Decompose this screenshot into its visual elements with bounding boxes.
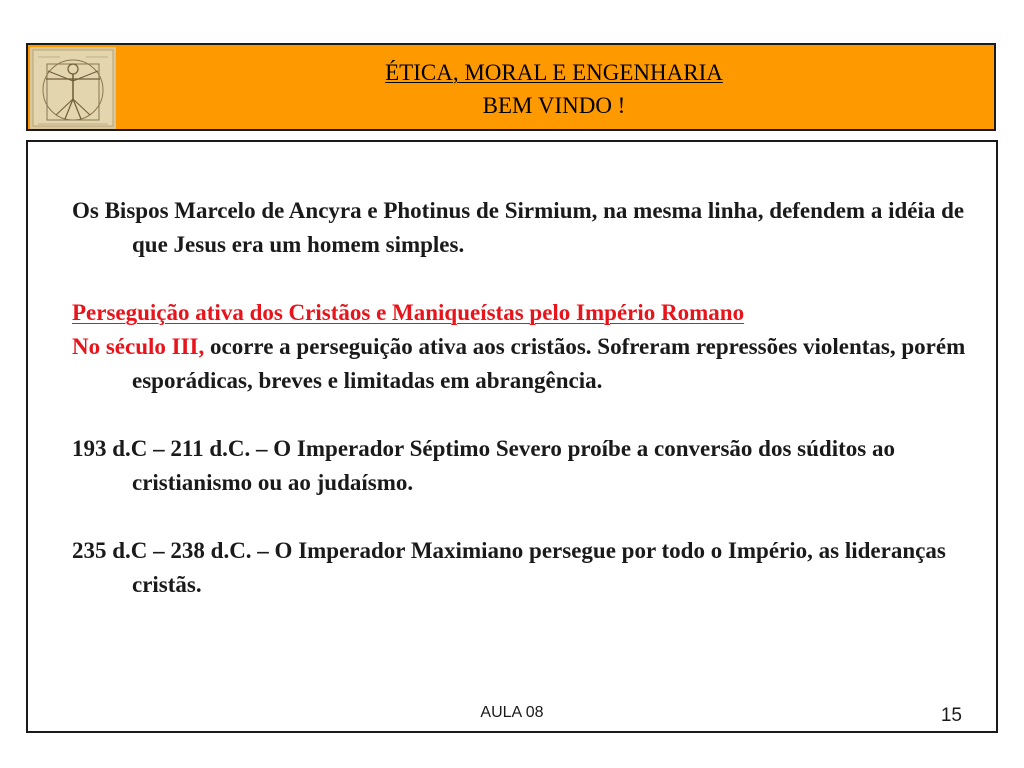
section-heading-text: Perseguição ativa dos Cristãos e Maniqueístas pelo Império Romano [72,300,745,325]
footer-label: AULA 08 [480,704,544,721]
section-heading [72,296,972,330]
body-text [72,194,972,602]
paragraph-bishops: Os Bispos Marcelo de Ancyra e Photinus de Sirmium, na mesma linha, defendem a idéia de que Jesus era um homem simples. [72,198,965,257]
header-subtitle: BEM VINDO ! [482,93,626,118]
header-title: ÉTICA, MORAL E ENGENHARIA [385,60,723,85]
third-century-text: ocorre a perseguição ativa aos cristãos. Sofreram repressões violentas, porém esporádicas, breves e limitadas em abrangência. [132,334,966,393]
header-title-block [114,56,994,122]
vitruvian-man-icon [30,47,116,129]
paragraph-maximinus: 235 d.C – 238 d.C. – O Imperador Maximiano persegue por todo o Império, as lideranças cristãs. [72,538,946,597]
paragraph-third-century [72,330,972,398]
slide-header [26,43,996,131]
paragraph-septimius-severus: 193 d.C – 211 d.C. – O Imperador Séptimo Severo proíbe a conversão dos súditos ao cristianismo ou ao judaísmo. [72,436,895,495]
third-century-label: No século III, [72,334,205,359]
content-box [26,140,998,733]
page-number: 15 [940,705,962,726]
